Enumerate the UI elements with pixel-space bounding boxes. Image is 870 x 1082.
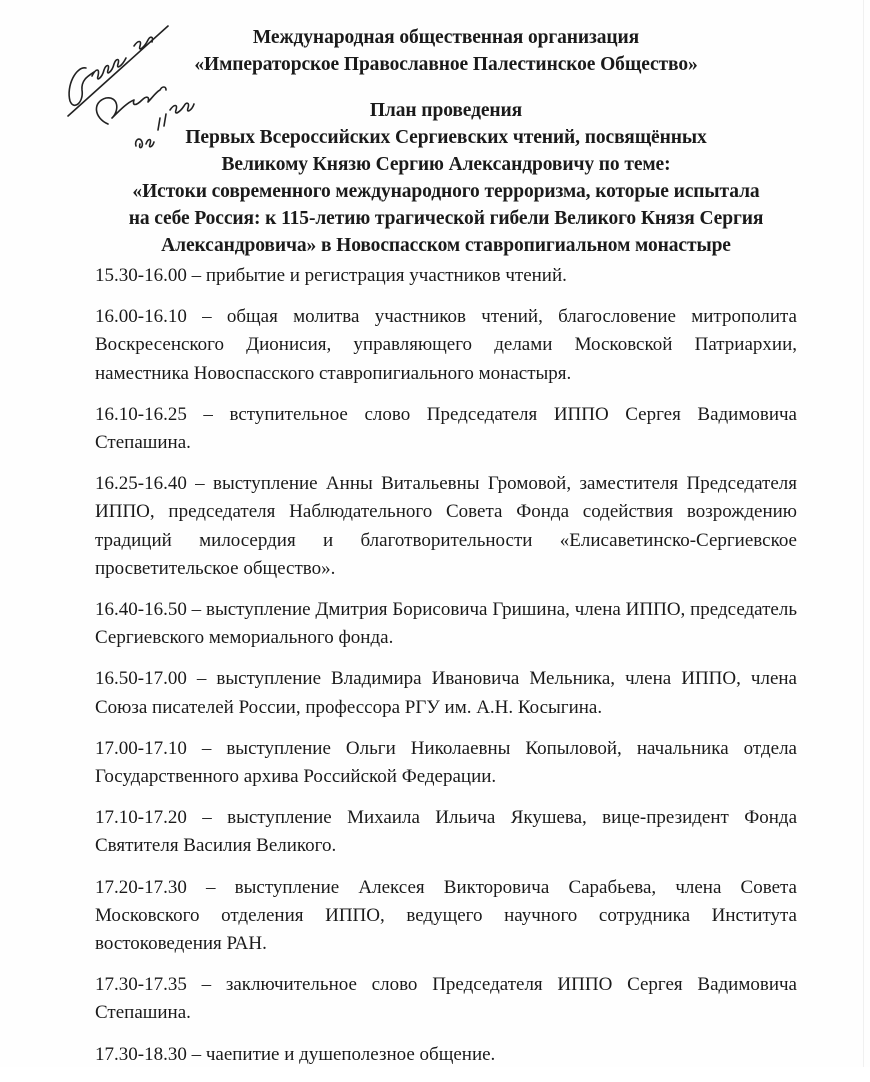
- organization-name-line-2: «Императорское Православное Палестинское Общество»: [194, 54, 698, 75]
- organization-name-line-1: Международная общественная организация: [252, 27, 640, 48]
- event-theme-line: на себе Россия: к 115-летию трагической гибели Великого Князя Сергия: [128, 208, 764, 229]
- schedule-item: 17.20-17.30 – выступление Алексея Викторовича Сарабьева, члена Совета Московского отделения ИППО, ведущего научного сотрудника Института востоковедения РАН.: [95, 876, 797, 955]
- event-title-line: Первых Всероссийских Сергиевских чтений, посвящённых: [185, 127, 707, 148]
- event-venue-line: Александровича» в Новоспасском ставропигиальном монастыре: [161, 235, 731, 256]
- document-header: [95, 24, 797, 259]
- event-theme-line: «Истоки современного международного терроризма, которые испытала: [132, 181, 760, 202]
- schedule-item: 16.00-16.10 – общая молитва участников чтений, благословение митрополита Воскресенского Дионисия, управляющего делами Московской Патриархии, наместника Новоспасского ставропигиального монастыря.: [95, 306, 797, 384]
- schedule-item: 16.10-16.25 – вступительное слово Председателя ИППО Сергея Вадимовича Степашина.: [95, 403, 797, 454]
- schedule-item: 17.30-18.30 – чаепитие и душеполезное общение.: [95, 1043, 496, 1065]
- page-edge: [863, 0, 864, 1067]
- schedule-item: 17.30-17.35 – заключительное слово Председателя ИППО Сергея Вадимовича Степашина.: [95, 974, 797, 1024]
- schedule-list: [95, 262, 797, 1082]
- schedule-item: 17.00-17.10 – выступление Ольги Николаевны Копыловой, начальника отдела Государственного архива Российской Федерации.: [95, 737, 797, 788]
- event-title-line: Великому Князю Сергию Александровичу по теме:: [221, 154, 671, 175]
- schedule-item: 17.10-17.20 – выступление Михаила Ильича Якушева, вице-президент Фонда Святителя Василия Великого.: [95, 807, 797, 857]
- schedule-item: 15.30-16.00 – прибытие и регистрация участников чтений.: [95, 265, 567, 286]
- schedule-item: 16.25-16.40 – выступление Анны Витальевны Громовой, заместителя Председателя ИППО, председателя Наблюдательного Совета Фонда содействия возрождению традиций милосердия и благотворительности «Елисаветинско-Сергиевское просветительское общество».: [95, 473, 797, 579]
- plan-title: План проведения: [369, 100, 523, 121]
- schedule-item: 16.40-16.50 – выступление Дмитрия Борисовича Гришина, члена ИППО, председатель Сергиевского мемориального фонда.: [95, 599, 797, 649]
- approval-letter-c: [69, 68, 94, 105]
- schedule-item: 16.50-17.00 – выступление Владимира Ивановича Мельника, члена ИППО, члена Союза писателей России, профессора РГУ им. А.Н. Косыгина.: [95, 668, 797, 718]
